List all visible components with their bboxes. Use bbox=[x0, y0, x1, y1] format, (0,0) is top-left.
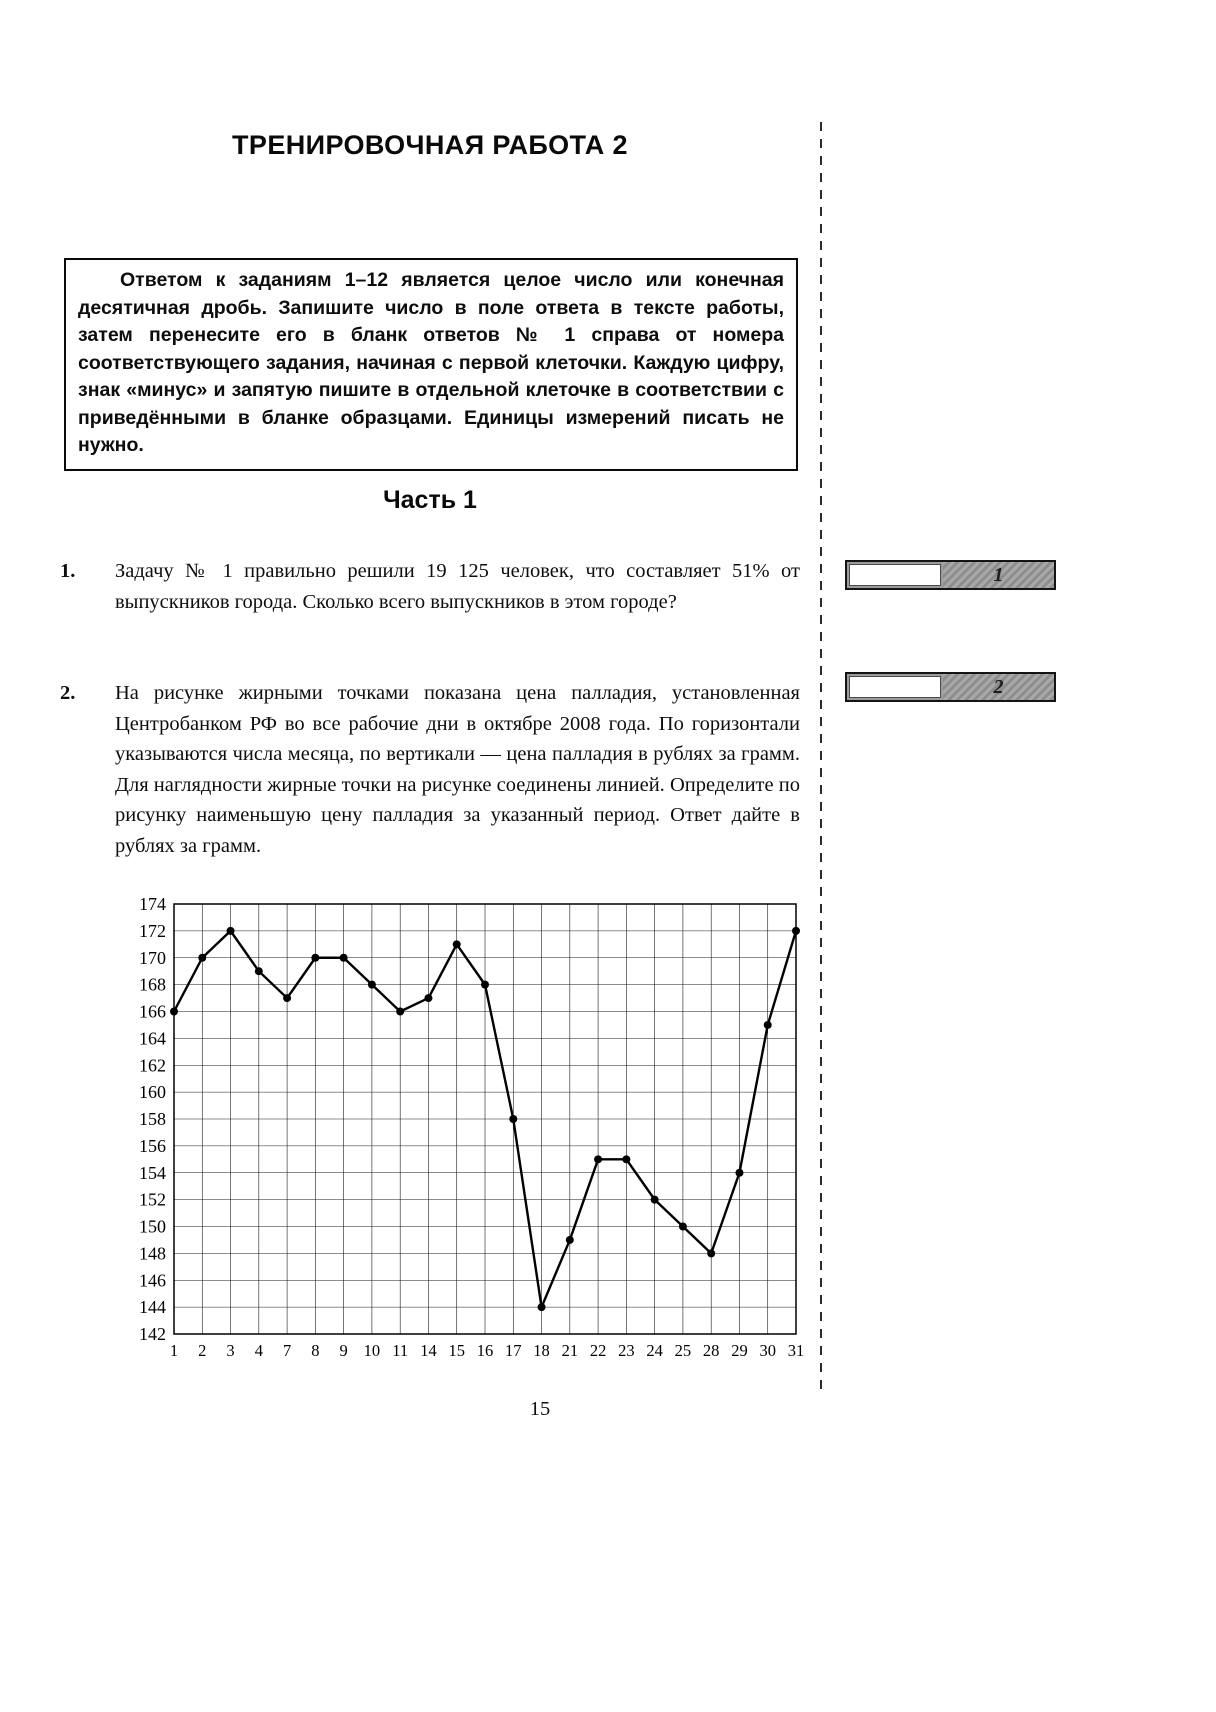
y-tick-label: 172 bbox=[139, 920, 166, 941]
data-point bbox=[651, 1196, 659, 1204]
data-point bbox=[509, 1115, 517, 1123]
y-tick-label: 164 bbox=[139, 1028, 166, 1049]
data-point bbox=[538, 1303, 546, 1311]
data-point bbox=[227, 927, 235, 935]
x-tick-label: 30 bbox=[759, 1341, 776, 1360]
answer-box-2-label: 2 bbox=[993, 675, 1004, 698]
y-tick-label: 166 bbox=[139, 1001, 166, 1022]
problem-1-text: Задачу № 1 правильно решили 19 125 человек, что составляет 51% от выпускников города. Сколько всего выпускников в этом городе? bbox=[115, 560, 800, 613]
x-tick-label: 29 bbox=[731, 1341, 748, 1360]
data-point bbox=[170, 1008, 178, 1016]
y-tick-label: 142 bbox=[139, 1324, 166, 1344]
problem-2-number: 2. bbox=[60, 682, 76, 704]
y-tick-label: 152 bbox=[139, 1189, 166, 1210]
x-tick-label: 2 bbox=[198, 1341, 207, 1360]
x-tick-label: 1 bbox=[169, 1341, 179, 1360]
x-tick-label: 25 bbox=[674, 1341, 692, 1360]
data-point bbox=[255, 967, 263, 975]
y-tick-label: 168 bbox=[139, 974, 166, 995]
part-heading: Часть 1 bbox=[383, 486, 477, 514]
page-title: ТРЕНИРОВОЧНАЯ РАБОТА 2 bbox=[232, 130, 628, 160]
data-point bbox=[368, 981, 376, 989]
problem-1 bbox=[60, 556, 800, 617]
x-tick-label: 10 bbox=[363, 1341, 381, 1360]
answer-field-1[interactable] bbox=[849, 564, 941, 586]
price-chart-svg bbox=[122, 892, 812, 1372]
x-tick-label: 15 bbox=[448, 1341, 465, 1360]
y-tick-label: 162 bbox=[139, 1055, 166, 1076]
x-tick-label: 21 bbox=[561, 1341, 579, 1360]
answer-tab-2 bbox=[943, 674, 1054, 700]
data-point bbox=[566, 1236, 574, 1244]
y-tick-label: 144 bbox=[139, 1297, 166, 1318]
x-tick-label: 31 bbox=[787, 1341, 805, 1360]
answer-tab-1 bbox=[943, 562, 1054, 588]
palladium-price-chart bbox=[122, 892, 812, 1372]
data-point bbox=[735, 1169, 743, 1177]
data-point bbox=[396, 1008, 404, 1016]
x-tick-label: 8 bbox=[311, 1341, 320, 1360]
instruction-box bbox=[64, 258, 798, 471]
x-tick-label: 3 bbox=[226, 1341, 235, 1360]
data-point bbox=[424, 994, 432, 1002]
data-point bbox=[594, 1155, 602, 1163]
y-tick-label: 174 bbox=[139, 894, 166, 914]
x-tick-label: 17 bbox=[505, 1341, 522, 1360]
dashed-divider-line bbox=[820, 122, 822, 1390]
data-point bbox=[622, 1155, 630, 1163]
answer-box-2 bbox=[845, 672, 1056, 702]
x-tick-label: 7 bbox=[282, 1341, 292, 1360]
x-tick-label: 24 bbox=[646, 1341, 663, 1360]
y-tick-label: 150 bbox=[139, 1216, 166, 1237]
page-number: 15 bbox=[529, 1398, 551, 1420]
data-point bbox=[481, 981, 489, 989]
data-point bbox=[792, 927, 800, 935]
y-tick-label: 156 bbox=[139, 1135, 166, 1156]
y-tick-label: 154 bbox=[139, 1162, 166, 1183]
y-tick-label: 146 bbox=[139, 1270, 166, 1291]
x-tick-label: 4 bbox=[254, 1341, 263, 1360]
problem-2-text: На рисунке жирными точками показана цена палладия, установленная Центробанком РФ во все рабочие дни в октябре 2008 года. По горизонтали указываются числа месяца, по вертикали — цена палладия в рублях за грамм. Для наглядности жирные точки на рисунке соединены линией. Определите по рисунку наименьшую цену палладия за указанный период. Ответ дайте в рублях за грамм. bbox=[115, 682, 800, 857]
x-tick-label: 14 bbox=[420, 1341, 437, 1360]
data-point bbox=[679, 1223, 687, 1231]
problem-2 bbox=[60, 678, 800, 861]
x-tick-label: 23 bbox=[618, 1341, 635, 1360]
data-point bbox=[340, 954, 348, 962]
data-point bbox=[198, 954, 206, 962]
y-tick-label: 148 bbox=[139, 1243, 166, 1264]
x-tick-label: 28 bbox=[702, 1341, 720, 1360]
data-point bbox=[311, 954, 319, 962]
x-tick-label: 9 bbox=[339, 1341, 348, 1360]
x-tick-label: 18 bbox=[533, 1341, 550, 1360]
y-tick-label: 170 bbox=[139, 947, 166, 968]
data-point bbox=[707, 1249, 715, 1257]
x-tick-label: 16 bbox=[476, 1341, 494, 1360]
data-point bbox=[453, 940, 461, 948]
instruction-text: Ответом к заданиям 1–12 является целое число или конечная десятичная дробь. Запишите число в поле ответа в тексте работы, затем перенесите его в бланк ответов № 1 справа от номера соответствующего задания, начиная с первой клеточки. Каждую цифру, знак «минус» и запятую пишите в отдельной клеточке в соответствии с приведёнными в бланке образцами. Единицы измерений писать не нужно. bbox=[78, 269, 784, 456]
problem-1-number: 1. bbox=[60, 560, 76, 582]
data-point bbox=[283, 994, 291, 1002]
answer-box-1 bbox=[845, 560, 1056, 590]
x-tick-label: 22 bbox=[589, 1341, 607, 1360]
y-tick-label: 158 bbox=[139, 1109, 166, 1129]
answer-box-1-label: 1 bbox=[993, 563, 1004, 586]
y-tick-label: 160 bbox=[139, 1082, 166, 1103]
x-tick-label: 11 bbox=[392, 1341, 409, 1360]
answer-field-2[interactable] bbox=[849, 676, 941, 698]
data-point bbox=[764, 1021, 772, 1029]
